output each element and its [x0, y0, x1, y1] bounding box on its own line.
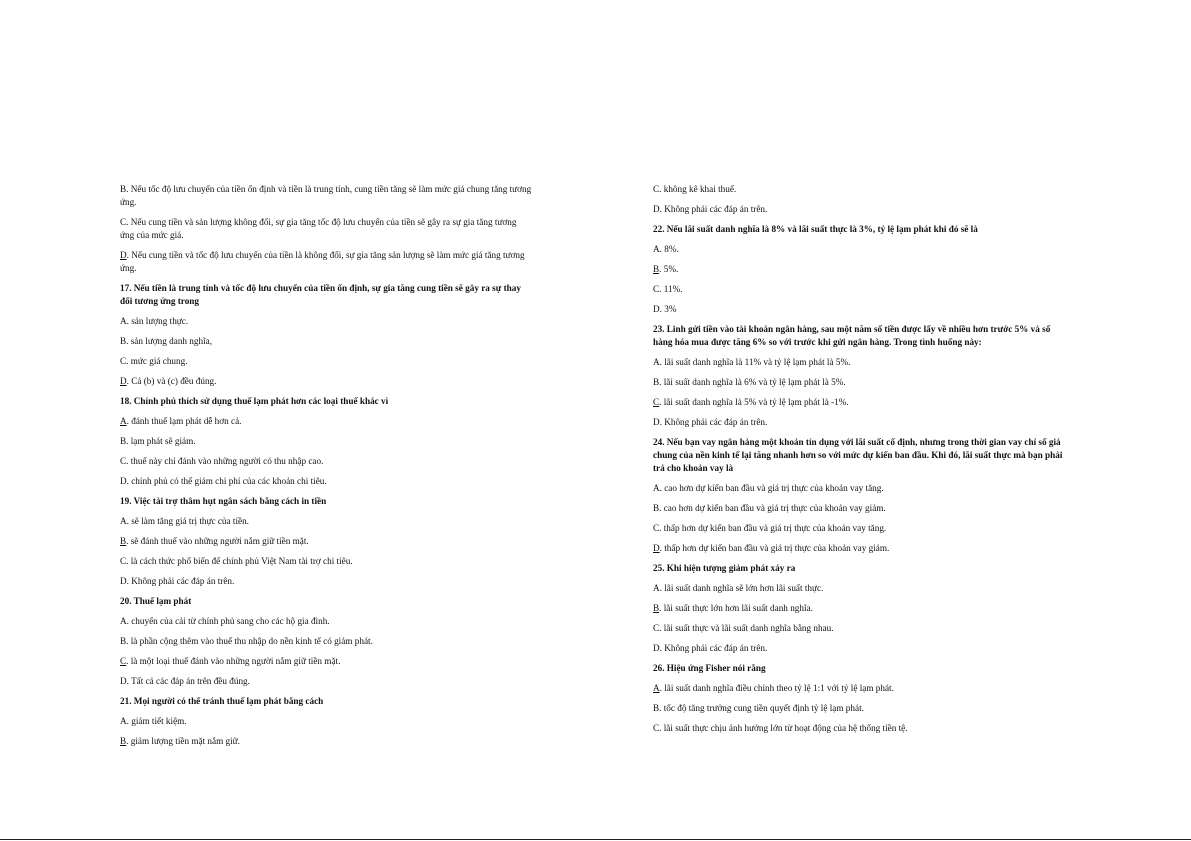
option-letter: C: [653, 184, 660, 194]
option-text: . chuyển của cải từ chính phủ sang cho các hộ gia đình.: [126, 616, 330, 626]
option-text: . lãi suất danh nghĩa là 5% và tỷ lệ lạm phát là -1%.: [659, 397, 849, 407]
correct-answer-letter: B: [120, 536, 127, 546]
question-text: 21. Mọi người có thể tránh thuế lạm phát bằng cách: [120, 696, 324, 706]
option-text: . lạm phát sẽ giảm.: [126, 436, 196, 446]
option-text: . sẽ đánh thuế vào những người nắm giữ tiền mặt.: [126, 536, 309, 546]
left-column: [120, 183, 532, 755]
question-text: 17. Nếu tiền là trung tính và tốc độ lưu chuyển của tiền ổn định, sự gia tăng cung tiền sẽ gây ra sự thay đổi tương ứng trong: [120, 283, 521, 306]
option-letter: D: [653, 204, 660, 214]
option-text: . cao hơn dự kiến ban đầu và giá trị thực của khoản vay tăng.: [659, 483, 884, 493]
answer-option: [653, 602, 1068, 615]
option-letter: A: [653, 583, 660, 593]
question-text: 25. Khi hiện tượng giảm phát xảy ra: [653, 563, 796, 573]
question-text: 18. Chính phủ thích sử dụng thuế lạm phát hơn các loại thuế khác vì: [120, 396, 389, 406]
option-text: . Không phải các đáp án trên.: [659, 204, 768, 214]
option-text: . Không phải các đáp án trên.: [659, 417, 768, 427]
option-text: . Nếu tốc độ lưu chuyển của tiền ổn định và tiền là trung tính, cung tiền tăng sẽ làm mức giá chung tăng tương ứng.: [120, 184, 532, 207]
option-letter: C: [653, 284, 660, 294]
option-letter: A: [120, 716, 127, 726]
option-text: . thấp hơn dự kiến ban đầu và giá trị thực của khoản vay giảm.: [659, 543, 890, 553]
option-letter: B: [120, 336, 127, 346]
option-letter: A: [653, 483, 660, 493]
answer-option: [120, 575, 532, 588]
option-letter: C: [653, 523, 660, 533]
answer-option: [653, 263, 1068, 276]
option-text: . thấp hơn dự kiến ban đầu và giá trị thực của khoản vay tăng.: [659, 523, 887, 533]
option-letter: D: [120, 576, 127, 586]
option-text: . không kê khai thuế.: [659, 184, 737, 194]
answer-option: [653, 283, 1068, 296]
answer-option: [120, 249, 532, 275]
answer-option: [120, 475, 532, 488]
answer-option: [653, 502, 1068, 515]
option-letter: A: [653, 357, 660, 367]
answer-option: [653, 542, 1068, 555]
option-text: . lãi suất thực lớn hơn lãi suất danh nghĩa.: [659, 603, 813, 613]
correct-answer-letter: B: [653, 264, 660, 274]
question-text: 23. Linh gửi tiền vào tài khoản ngân hàng, sau một năm số tiền được lấy về nhiều hơn trước 5% và số hàng hóa mua được tăng 6% so với trước khi gửi ngân hàng. Trong tình huống này:: [653, 324, 1051, 347]
option-text: . là một loại thuế đánh vào những người nắm giữ tiền mặt.: [126, 656, 341, 666]
answer-option: [653, 722, 1068, 735]
answer-option: [653, 356, 1068, 369]
option-letter: B: [120, 184, 127, 194]
option-letter: C: [653, 723, 660, 733]
option-text: . Không phải các đáp án trên.: [659, 643, 768, 653]
option-letter: D: [653, 643, 660, 653]
option-text: . lãi suất danh nghĩa là 11% và tỷ lệ lạm phát là 5%.: [659, 357, 851, 367]
option-letter: D: [120, 476, 127, 486]
answer-option: [120, 183, 532, 209]
right-column: [653, 183, 1068, 742]
correct-answer-letter: D: [120, 376, 127, 386]
option-text: . chính phủ có thể giảm chi phí của các khoản chi tiêu.: [126, 476, 327, 486]
option-text: . đánh thuế lạm phát dễ hơn cả.: [126, 416, 242, 426]
answer-option: [653, 682, 1068, 695]
answer-option: [120, 735, 532, 748]
option-letter: A: [120, 616, 127, 626]
correct-answer-letter: B: [653, 603, 660, 613]
option-text: . 3%: [659, 304, 677, 314]
option-text: . sản lượng thực.: [126, 316, 189, 326]
option-text: . sản lượng danh nghĩa,: [126, 336, 213, 346]
option-letter: C: [120, 217, 127, 227]
option-letter: D: [120, 676, 127, 686]
answer-option: [653, 522, 1068, 535]
page-bottom-border: [0, 839, 1191, 840]
question-text: 26. Hiệu ứng Fisher nói rằng: [653, 663, 766, 673]
option-text: . giảm lượng tiền mặt nắm giữ.: [126, 736, 240, 746]
option-text: . là cách thức phổ biến để chính phủ Việt Nam tài trợ chi tiêu.: [126, 556, 353, 566]
answer-option: [653, 416, 1068, 429]
answer-option: [653, 642, 1068, 655]
option-letter: C: [120, 356, 127, 366]
correct-answer-letter: B: [120, 736, 127, 746]
answer-option: [120, 435, 532, 448]
answer-option: [120, 375, 532, 388]
answer-option: [653, 203, 1068, 216]
answer-option: [653, 702, 1068, 715]
option-text: . lãi suất danh nghĩa sẽ lớn hơn lãi suất thực.: [659, 583, 824, 593]
option-text: . giảm tiết kiệm.: [126, 716, 187, 726]
answer-option: [653, 376, 1068, 389]
option-letter: D: [653, 304, 660, 314]
option-letter: B: [653, 503, 660, 513]
option-text: . 11%.: [659, 284, 683, 294]
answer-option: [120, 355, 532, 368]
option-text: . sẽ làm tăng giá trị thực của tiền.: [126, 516, 249, 526]
answer-option: [120, 515, 532, 528]
answer-option: [653, 582, 1068, 595]
answer-option: [120, 335, 532, 348]
answer-option: [120, 675, 532, 688]
answer-option: [120, 415, 532, 428]
answer-option: [653, 622, 1068, 635]
option-letter: A: [653, 244, 660, 254]
answer-option: [653, 303, 1068, 316]
option-letter: B: [653, 377, 660, 387]
option-text: . lãi suất danh nghĩa điều chỉnh theo tỷ lệ 1:1 với tỷ lệ lạm phát.: [659, 683, 894, 693]
correct-answer-letter: D: [120, 250, 127, 260]
option-text: . lãi suất thực chịu ảnh hưởng lớn từ hoạt động của hệ thống tiền tệ.: [659, 723, 908, 733]
correct-answer-letter: C: [120, 656, 127, 666]
correct-answer-letter: C: [653, 397, 660, 407]
option-text: . tốc độ tăng trưởng cung tiền quyết định tỷ lệ lạm phát.: [659, 703, 864, 713]
option-letter: C: [120, 556, 127, 566]
answer-option: [120, 315, 532, 328]
answer-option: [653, 183, 1068, 196]
question-text: 24. Nếu bạn vay ngân hàng một khoản tín dụng với lãi suất cố định, nhưng trong thời gian vay chỉ số giá chung của nền kinh tế lại tăng nhanh hơn so với mức dự kiến ban đầu. Khi đó, lãi suất thực mà bạn phải trả cho khoản vay là: [653, 437, 1063, 473]
answer-option: [653, 482, 1068, 495]
option-letter: B: [120, 636, 127, 646]
option-letter: A: [120, 316, 127, 326]
option-letter: C: [120, 456, 127, 466]
option-text: . mức giá chung.: [126, 356, 188, 366]
answer-option: [120, 535, 532, 548]
question-text: 19. Việc tài trợ thâm hụt ngân sách bằng cách in tiền: [120, 496, 327, 506]
question-text: 22. Nếu lãi suất danh nghĩa là 8% và lãi suất thực là 3%, tỷ lệ lạm phát khi đó sẽ là: [653, 224, 978, 234]
option-letter: C: [653, 623, 660, 633]
option-text: . Không phải các đáp án trên.: [126, 576, 235, 586]
option-text: . lãi suất thực và lãi suất danh nghĩa bằng nhau.: [659, 623, 834, 633]
option-text: . Nếu cung tiền và sản lượng không đổi, sự gia tăng tốc độ lưu chuyển của tiền sẽ gây ra sự gia tăng tương ứng của mức giá.: [120, 217, 517, 240]
option-text: . cao hơn dự kiến ban đầu và giá trị thực của khoản vay giảm.: [659, 503, 886, 513]
option-text: . Tất cả các đáp án trên đều đúng.: [126, 676, 250, 686]
option-text: . 5%.: [659, 264, 679, 274]
option-letter: B: [120, 436, 127, 446]
answer-option: [120, 615, 532, 628]
correct-answer-letter: D: [653, 543, 660, 553]
option-letter: D: [653, 417, 660, 427]
option-text: . là phần cộng thêm vào thuế thu nhập do nền kinh tế có giảm phát.: [126, 636, 373, 646]
option-letter: B: [653, 703, 660, 713]
option-text: . 8%.: [659, 244, 679, 254]
correct-answer-letter: A: [120, 416, 127, 426]
question-text: 20. Thuế lạm phát: [120, 596, 192, 606]
answer-option: [120, 655, 532, 668]
answer-option: [120, 555, 532, 568]
option-text: . Nếu cung tiền và tốc độ lưu chuyển của tiền là không đổi, sự gia tăng sản lượng sẽ làm mức giá tăng tương ứng.: [120, 250, 525, 273]
answer-option: [653, 243, 1068, 256]
answer-option: [120, 635, 532, 648]
option-text: . lãi suất danh nghĩa là 6% và tỷ lệ lạm phát là 5%.: [659, 377, 846, 387]
correct-answer-letter: A: [653, 683, 660, 693]
answer-option: [120, 455, 532, 468]
option-text: . thuế này chỉ đánh vào những người có thu nhập cao.: [126, 456, 324, 466]
option-text: . Cả (b) và (c) đều đúng.: [126, 376, 217, 386]
option-letter: A: [120, 516, 127, 526]
answer-option: [653, 396, 1068, 409]
answer-option: [120, 715, 532, 728]
answer-option: [120, 216, 532, 242]
